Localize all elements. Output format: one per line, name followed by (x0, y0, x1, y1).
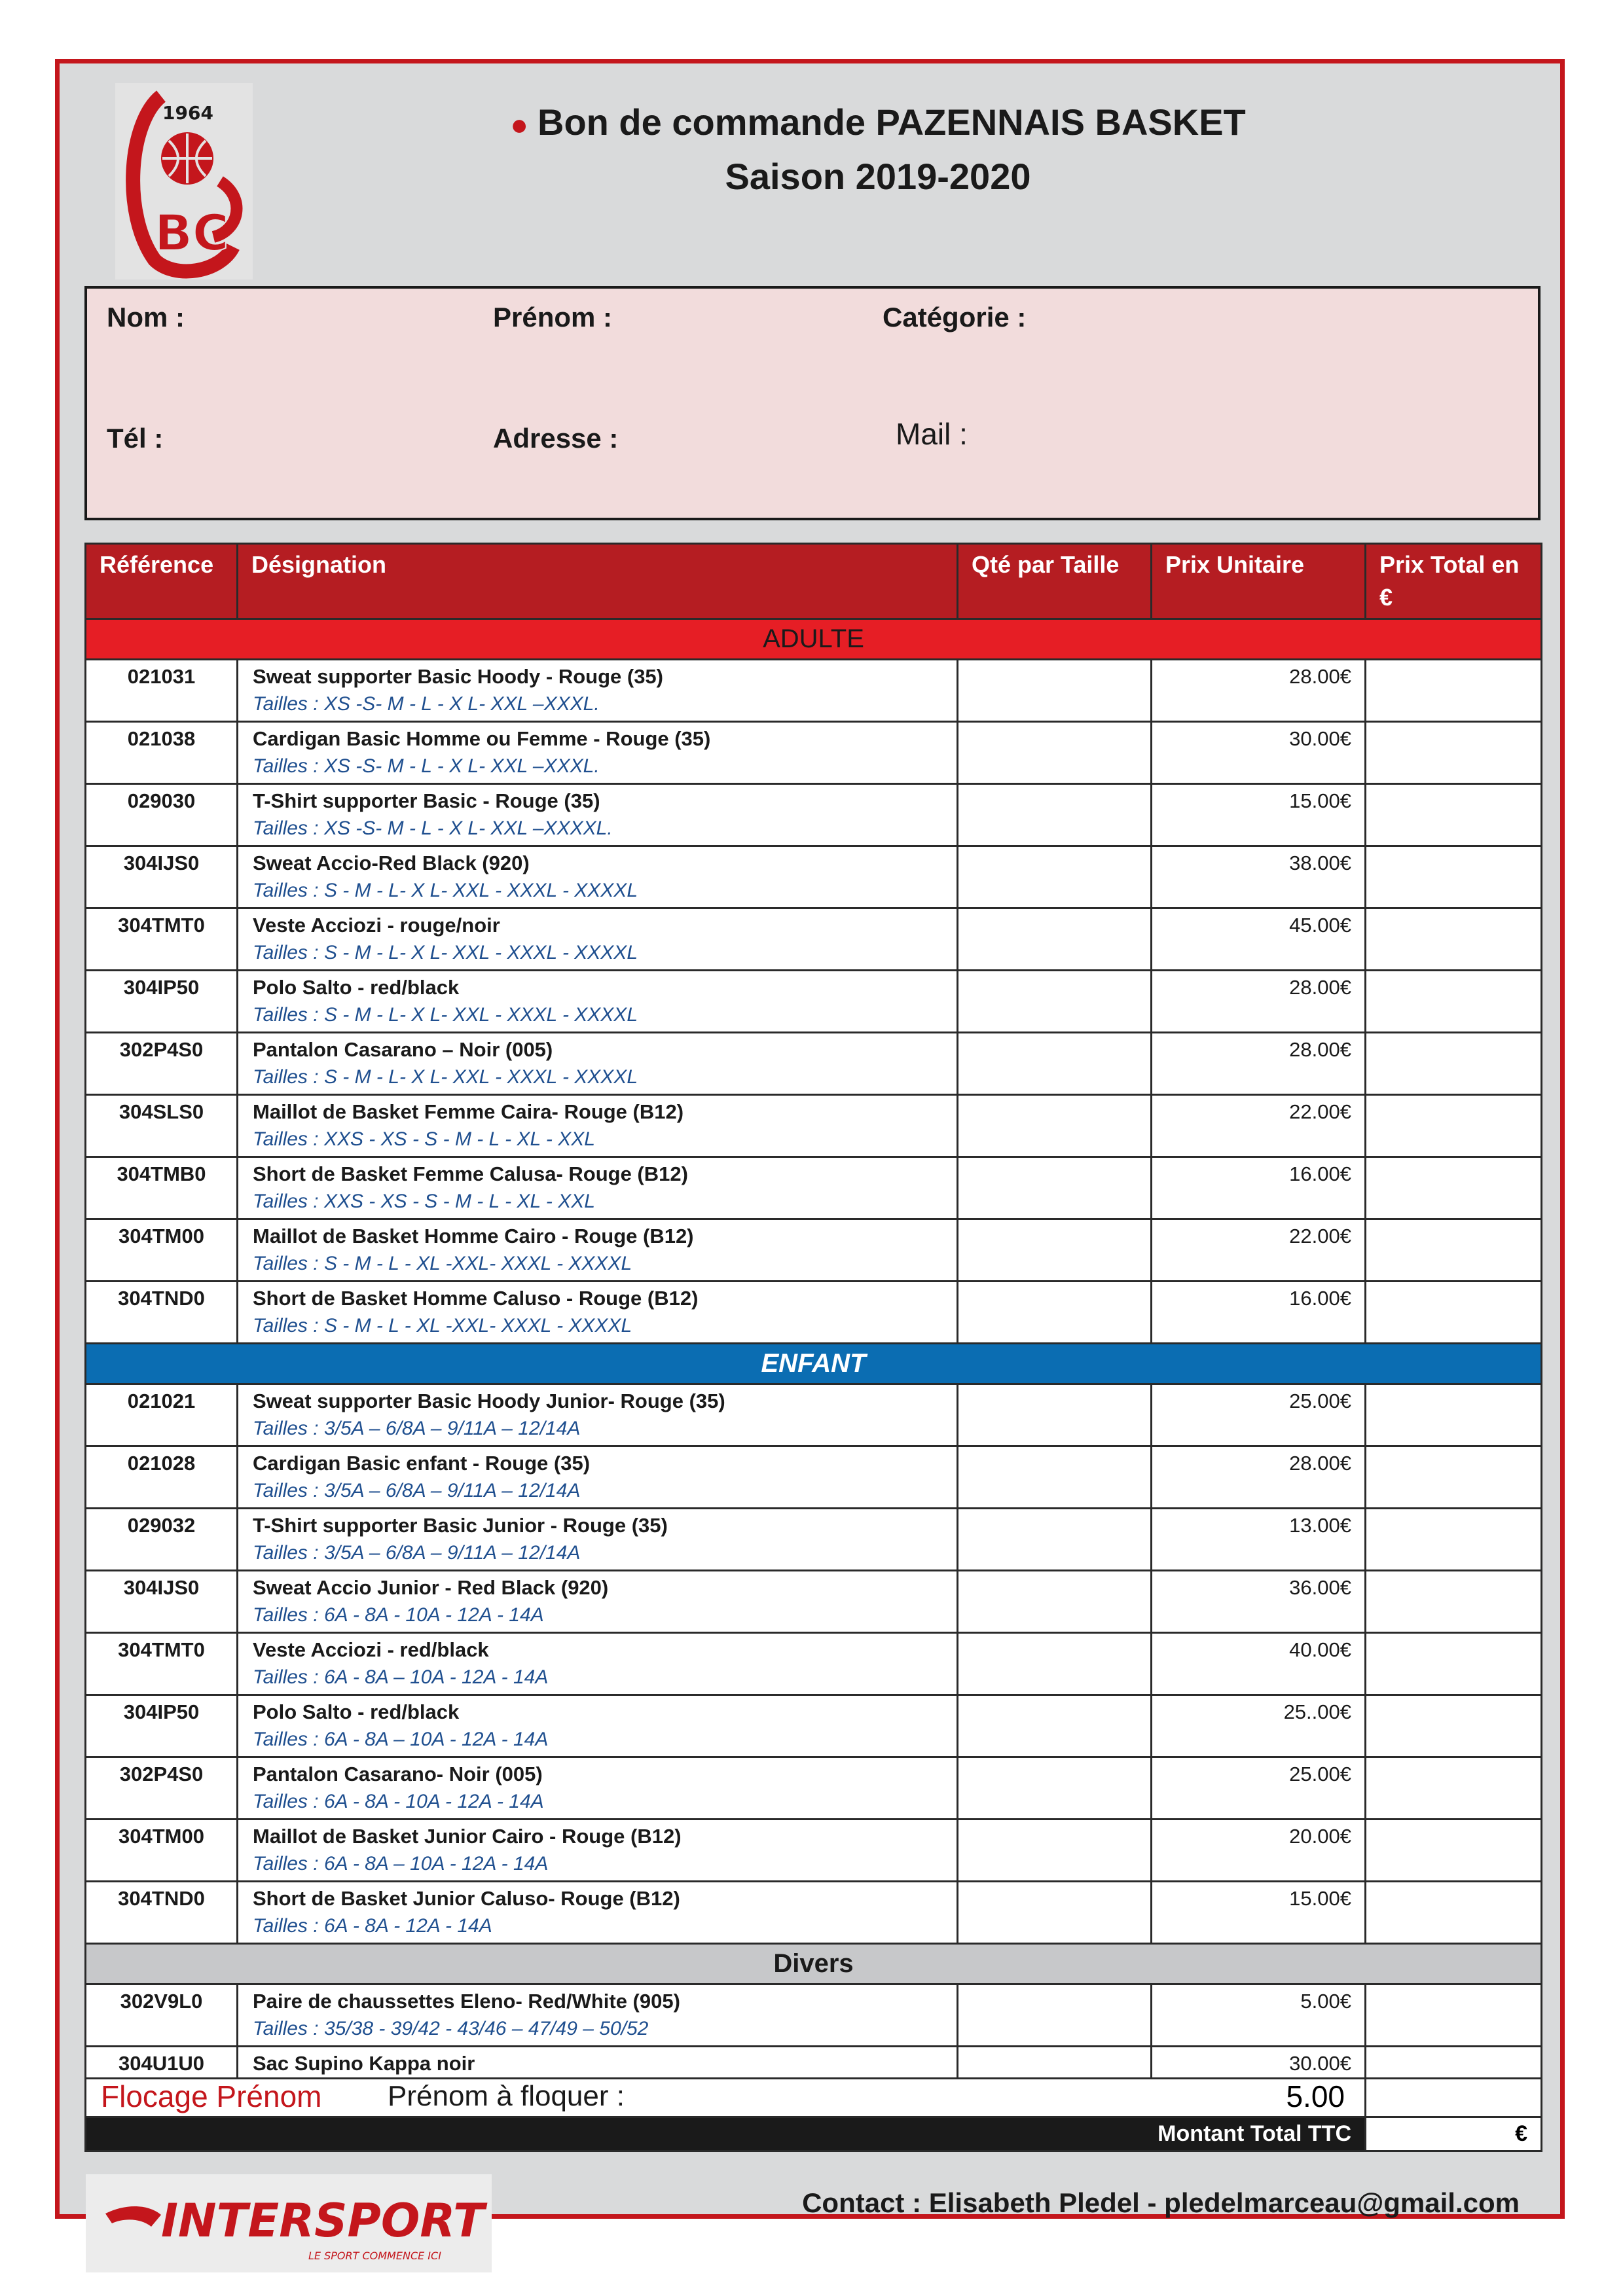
product-reference: 029030 (86, 784, 238, 846)
qty-input[interactable] (958, 660, 1152, 722)
unit-price: 30.00€ (1152, 722, 1366, 784)
product-designation (238, 1695, 958, 1757)
product-sizes: Tailles : 6A - 8A - 12A - 14A (253, 1915, 492, 1937)
product-reference: 304TND0 (86, 1282, 238, 1344)
line-total-input[interactable] (1366, 1095, 1542, 1157)
product-reference: 021031 (86, 660, 238, 722)
product-name: Polo Salto - red/black (253, 976, 460, 999)
product-sizes: Tailles : 6A - 8A – 10A - 12A - 14A (253, 1666, 549, 1688)
product-sizes: Tailles : 3/5A – 6/8A – 9/11A – 12/14A (253, 1542, 581, 1564)
flocage-label: Flocage Prénom (86, 2079, 361, 2116)
product-reference: 029032 (86, 1509, 238, 1571)
section-label: ENFANT (86, 1344, 1542, 1384)
line-total-input[interactable] (1366, 1219, 1542, 1282)
total-row (86, 2117, 1542, 2151)
unit-price: 16.00€ (1152, 1157, 1366, 1219)
product-name: T-Shirt supporter Basic - Rouge (35) (253, 789, 600, 812)
prenom-field[interactable]: Prénom : (493, 302, 613, 332)
unit-price: 20.00€ (1152, 1820, 1366, 1882)
product-designation (238, 1095, 958, 1157)
product-reference: 304SLS0 (86, 1095, 238, 1157)
club-logo (115, 83, 253, 279)
product-designation (238, 1219, 958, 1282)
product-name: Cardigan Basic enfant - Rouge (35) (253, 1452, 591, 1475)
table-row (86, 722, 1542, 784)
product-designation (238, 1033, 958, 1095)
unit-price: 38.00€ (1152, 846, 1366, 908)
qty-input[interactable] (958, 1695, 1152, 1757)
qty-input[interactable] (958, 1757, 1152, 1820)
line-total-input[interactable] (1366, 784, 1542, 846)
page-title (452, 96, 1304, 203)
product-designation (238, 1984, 958, 2047)
line-total-input[interactable] (1366, 660, 1542, 722)
svg-text:BC: BC (155, 204, 229, 262)
product-reference: 304IJS0 (86, 1571, 238, 1633)
line-total-input[interactable] (1366, 1571, 1542, 1633)
table-row (86, 1571, 1542, 1633)
qty-input[interactable] (958, 1633, 1152, 1695)
header-reference: Référence (86, 544, 238, 619)
product-sizes: Tailles : XXS - XS - S - M - L - XL - XXL (253, 1191, 595, 1212)
title-line-2: Saison 2019-2020 (725, 156, 1031, 197)
product-sizes: Tailles : 6A - 8A - 10A - 12A - 14A (253, 1604, 544, 1626)
product-sizes: Tailles : S - M - L- X L- XXL - XXXL - XXXXL (253, 1066, 638, 1088)
section-divers (86, 1944, 1542, 1984)
product-reference: 021038 (86, 722, 238, 784)
product-designation (238, 1633, 958, 1695)
line-total-input[interactable] (1366, 1446, 1542, 1509)
line-total-input[interactable] (1366, 1384, 1542, 1446)
table-row (86, 846, 1542, 908)
qty-input[interactable] (958, 1509, 1152, 1571)
product-name: Maillot de Basket Homme Cairo - Rouge (B12) (253, 1225, 694, 1247)
product-name: Sac Supino Kappa noir (253, 2052, 475, 2075)
product-sizes: Tailles : 6A - 8A – 10A - 12A - 14A (253, 1729, 549, 1750)
product-name: Polo Salto - red/black (253, 1700, 460, 1723)
qty-input[interactable] (958, 1384, 1152, 1446)
flocage-total[interactable] (1366, 2079, 1542, 2117)
product-sizes: Tailles : S - M - L - XL -XXL- XXXL - XXXXL (253, 1315, 632, 1336)
table-row (86, 1509, 1542, 1571)
unit-price: 5.00€ (1152, 1984, 1366, 2047)
categorie-field[interactable]: Catégorie : (883, 302, 1027, 332)
section-adulte (86, 619, 1542, 660)
unit-price: 15.00€ (1152, 784, 1366, 846)
unit-price: 36.00€ (1152, 1571, 1366, 1633)
product-designation (238, 1282, 958, 1344)
mail-field[interactable]: Mail : (896, 417, 968, 451)
product-name: Pantalon Casarano – Noir (005) (253, 1038, 553, 1061)
unit-price: 22.00€ (1152, 1095, 1366, 1157)
total-label: Montant Total TTC (86, 2117, 1366, 2151)
product-designation (238, 971, 958, 1033)
line-total-input[interactable] (1366, 1633, 1542, 1695)
product-reference: 302P4S0 (86, 1757, 238, 1820)
section-label: ADULTE (86, 619, 1542, 660)
product-name: Veste Acciozi - rouge/noir (253, 914, 500, 937)
qty-input[interactable] (958, 971, 1152, 1033)
intersport-logo-icon (86, 2174, 492, 2272)
unit-price: 22.00€ (1152, 1219, 1366, 1282)
product-sizes: Tailles : 3/5A – 6/8A – 9/11A – 12/14A (253, 1480, 581, 1501)
adresse-field[interactable]: Adresse : (493, 423, 619, 454)
product-name: Sweat supporter Basic Hoody Junior- Rouge (35) (253, 1390, 725, 1412)
table-row (86, 971, 1542, 1033)
product-designation (238, 1384, 958, 1446)
line-total-input[interactable] (1366, 1757, 1542, 1820)
svg-text:INTERSPORT: INTERSPORT (161, 2194, 484, 2248)
product-designation (238, 1157, 958, 1219)
qty-input[interactable] (958, 1219, 1152, 1282)
product-sizes: Tailles : 35/38 - 39/42 - 43/46 – 47/49 – 50/52 (253, 2018, 649, 2039)
product-designation (238, 846, 958, 908)
product-sizes: Tailles : XS -S- M - L - X L- XXL –XXXL. (253, 693, 600, 715)
product-reference: 302V9L0 (86, 1984, 238, 2047)
product-designation (238, 1882, 958, 1944)
line-total-input[interactable] (1366, 1509, 1542, 1571)
product-reference: 304TMT0 (86, 1633, 238, 1695)
qty-input[interactable] (958, 846, 1152, 908)
unit-price: 28.00€ (1152, 1033, 1366, 1095)
line-total-input[interactable] (1366, 722, 1542, 784)
product-reference: 304TMT0 (86, 908, 238, 971)
product-sizes: Tailles : S - M - L - XL -XXL- XXXL - XXXXL (253, 1253, 632, 1274)
unit-price: 28.00€ (1152, 660, 1366, 722)
table-row (86, 1033, 1542, 1095)
qty-input[interactable] (958, 1095, 1152, 1157)
unit-price: 25.00€ (1152, 1757, 1366, 1820)
product-designation (238, 722, 958, 784)
table-row (86, 784, 1542, 846)
qty-input[interactable] (958, 1571, 1152, 1633)
table-row (86, 1757, 1542, 1820)
qty-input[interactable] (958, 1282, 1152, 1344)
unit-price: 40.00€ (1152, 1633, 1366, 1695)
line-total-input[interactable] (1366, 846, 1542, 908)
product-name: Sweat supporter Basic Hoody - Rouge (35) (253, 665, 663, 688)
section-enfant (86, 1344, 1542, 1384)
product-reference: 304TM00 (86, 1820, 238, 1882)
qty-input[interactable] (958, 908, 1152, 971)
header-unit-price: Prix Unitaire (1152, 544, 1366, 619)
product-reference: 021021 (86, 1384, 238, 1446)
header-qty: Qté par Taille (958, 544, 1152, 619)
unit-price: 28.00€ (1152, 1446, 1366, 1509)
bullet-icon: ● (510, 107, 529, 141)
flocage-row (86, 2079, 1542, 2117)
product-designation (238, 660, 958, 722)
intersport-logo (86, 2174, 492, 2272)
product-reference: 304IP50 (86, 971, 238, 1033)
table-row (86, 1633, 1542, 1695)
table-row (86, 1984, 1542, 2047)
flocage-qty[interactable] (958, 2079, 1152, 2117)
unit-price: 28.00€ (1152, 971, 1366, 1033)
unit-price: 30.00€ (1152, 2047, 1366, 2079)
product-sizes: Tailles : XXS - XS - S - M - L - XL - XXL (253, 1128, 595, 1150)
svg-text:LE SPORT COMMENCE ICI: LE SPORT COMMENCE ICI (308, 2250, 441, 2262)
product-name: Sweat Accio-Red Black (920) (253, 852, 530, 874)
table-row (86, 1820, 1542, 1882)
tel-field[interactable]: Tél : (107, 423, 164, 454)
product-sizes: Tailles : S - M - L- X L- XXL - XXXL - XXXXL (253, 1004, 638, 1026)
unit-price: 45.00€ (1152, 908, 1366, 971)
line-total-input[interactable] (1366, 1882, 1542, 1944)
product-designation (238, 1820, 958, 1882)
unit-price: 16.00€ (1152, 1282, 1366, 1344)
line-total-input[interactable] (1366, 971, 1542, 1033)
qty-input[interactable] (958, 1882, 1152, 1944)
table-row (86, 1882, 1542, 1944)
product-sizes: Tailles : 3/5A – 6/8A – 9/11A – 12/14A (253, 1418, 581, 1439)
product-sizes: Tailles : S - M - L- X L- XXL - XXXL - XXXXL (253, 880, 638, 901)
title-line-1: Bon de commande PAZENNAIS BASKET (538, 101, 1246, 143)
product-name: Short de Basket Junior Caluso- Rouge (B12) (253, 1887, 680, 1910)
product-sizes: Tailles : S - M - L- X L- XXL - XXXL - XXXXL (253, 942, 638, 963)
qty-input[interactable] (958, 1984, 1152, 2047)
product-sizes: Tailles : 6A - 8A - 10A - 12A - 14A (253, 1791, 544, 1812)
unit-price: 15.00€ (1152, 1882, 1366, 1944)
product-name: Sweat Accio Junior - Red Black (920) (253, 1576, 609, 1599)
table-row (86, 1695, 1542, 1757)
qty-input[interactable] (958, 784, 1152, 846)
line-total-input[interactable] (1366, 1157, 1542, 1219)
unit-price: 13.00€ (1152, 1509, 1366, 1571)
unit-price: 25..00€ (1152, 1695, 1366, 1757)
header-total-price: Prix Total en € (1366, 544, 1542, 619)
product-designation (238, 1757, 958, 1820)
product-reference: 302P4S0 (86, 1033, 238, 1095)
table-row (86, 1095, 1542, 1157)
line-total-input[interactable] (1366, 1695, 1542, 1757)
line-total-input[interactable] (1366, 1984, 1542, 2047)
qty-input[interactable] (958, 1446, 1152, 1509)
section-label: Divers (86, 1944, 1542, 1984)
product-name: Maillot de Basket Junior Cairo - Rouge (B12) (253, 1825, 682, 1848)
qty-input[interactable] (958, 722, 1152, 784)
flocage-name-input[interactable]: Prénom à floquer : (361, 2079, 958, 2116)
line-total-input[interactable] (1366, 1282, 1542, 1344)
product-name: Pantalon Casarano- Noir (005) (253, 1763, 543, 1785)
qty-input[interactable] (958, 1033, 1152, 1095)
product-name: Veste Acciozi - red/black (253, 1638, 489, 1661)
pbc-logo-icon (115, 83, 253, 279)
product-name: Cardigan Basic Homme ou Femme - Rouge (35) (253, 727, 711, 750)
svg-text:1964: 1964 (162, 102, 213, 124)
order-table (84, 543, 1542, 2152)
nom-field[interactable]: Nom : (107, 302, 185, 332)
unit-price: 25.00€ (1152, 1384, 1366, 1446)
customer-info-box (84, 286, 1541, 520)
product-name: Short de Basket Homme Caluso - Rouge (B12) (253, 1287, 699, 1310)
table-row (86, 1384, 1542, 1446)
product-reference: 304IP50 (86, 1695, 238, 1757)
product-sizes: Tailles : 6A - 8A – 10A - 12A - 14A (253, 1853, 549, 1874)
product-sizes: Tailles : XS -S- M - L - X L- XXL –XXXL. (253, 755, 600, 777)
product-reference: 304TND0 (86, 1882, 238, 1944)
product-designation (238, 784, 958, 846)
product-sizes: Tailles : XS -S- M - L - X L- XXL –XXXXL. (253, 817, 613, 839)
product-designation (238, 908, 958, 971)
contact-info: Contact : Elisabeth Pledel - pledelmarceau@gmail.com (802, 2187, 1520, 2218)
line-total-input[interactable] (1366, 1820, 1542, 1882)
product-designation (238, 1446, 958, 1509)
product-reference: 304TM00 (86, 1219, 238, 1282)
table-row (86, 660, 1542, 722)
product-designation (238, 1509, 958, 1571)
qty-input[interactable] (958, 1820, 1152, 1882)
table-row (86, 2047, 1542, 2079)
product-name: T-Shirt supporter Basic Junior - Rouge (35) (253, 1514, 668, 1537)
product-designation (238, 2047, 958, 2079)
product-reference: 021028 (86, 1446, 238, 1509)
flocage-price: 5.00 (1152, 2079, 1366, 2117)
qty-input[interactable] (958, 2047, 1152, 2079)
flocage-cell (86, 2079, 958, 2117)
product-reference: 304TMB0 (86, 1157, 238, 1219)
line-total-input[interactable] (1366, 2047, 1542, 2079)
table-row (86, 908, 1542, 971)
line-total-input[interactable] (1366, 1033, 1542, 1095)
total-value[interactable]: € (1366, 2117, 1542, 2151)
line-total-input[interactable] (1366, 908, 1542, 971)
order-form-frame (55, 59, 1565, 2262)
header-designation: Désignation (238, 544, 958, 619)
product-reference: 304IJS0 (86, 846, 238, 908)
table-row (86, 1157, 1542, 1219)
table-row (86, 1446, 1542, 1509)
product-name: Paire de chaussettes Eleno- Red/White (905) (253, 1990, 680, 2013)
product-name: Short de Basket Femme Calusa- Rouge (B12) (253, 1162, 688, 1185)
product-designation (238, 1571, 958, 1633)
product-reference: 304U1U0 (86, 2047, 238, 2079)
table-row (86, 1219, 1542, 1282)
product-name: Maillot de Basket Femme Caira- Rouge (B12) (253, 1100, 684, 1123)
table-row (86, 1282, 1542, 1344)
qty-input[interactable] (958, 1157, 1152, 1219)
